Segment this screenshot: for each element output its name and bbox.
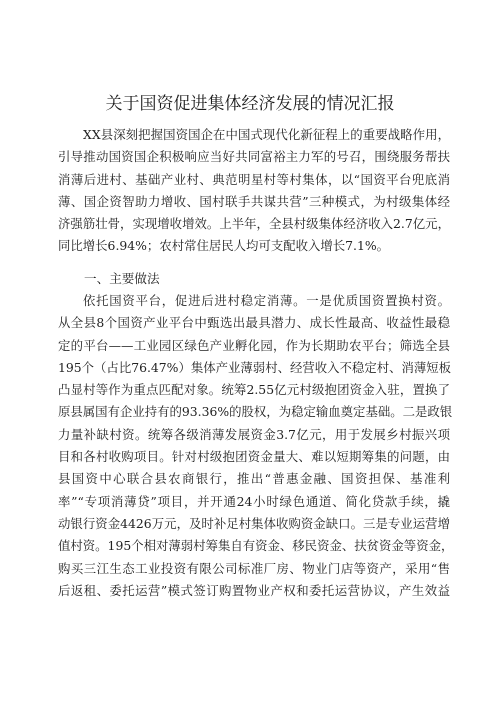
text-line: 济强筋壮骨，实现增收增效。上半年，全县村级集体经济收入2.7亿元， (58, 216, 450, 232)
text-line: 引导推动国资国企积极响应当好共同富裕主力军的号召，围绕服务帮扶 (58, 149, 450, 165)
text-line: 定的平台——工业园区绿色产业孵化园，作为长期助农平台；筛选全县 (58, 337, 450, 353)
section-heading: 一、主要做法 (84, 271, 160, 286)
section-paragraph (58, 290, 454, 602)
text-line: 率”“专项消薄贷”项目，并开通24小时绿色通道、简化贷款手续，撬 (58, 493, 450, 509)
text-line: 原县属国有企业持有的93.36%的股权，为稳定输血奠定基础。二是政银 (58, 404, 453, 420)
document-title: 关于国资促进集体经济发展的情况汇报 (105, 94, 395, 114)
text-line: 薄、国企资智助力增收、国村联手共谋共营”三种模式，为村级集体经 (58, 193, 450, 209)
text-line: 购买三江生态工业投资有限公司标准厂房、物业门店等资产，采用“售 (58, 560, 450, 576)
text-line: 195个（占比76.47%）集体产业薄弱村、经营收入不稳定村、消薄短板 (58, 359, 452, 375)
text-line: 值村资。195个相对薄弱村筹集自有资金、移民资金、扶贫资金等资金， (58, 538, 454, 554)
text-line: 县国资中心联合县农商银行，推出“普惠金融、国资担保、基准利 (58, 471, 450, 487)
text-line: 目和各村收购项目。针对村级抱团资金量大、难以短期筹集的问题，由 (58, 449, 450, 465)
text-line: 后返租、委托运营”模式签订购置物业产权和委托运营协议，产生效益 (58, 582, 450, 598)
text-line: 从全县8个国资产业平台中甄选出最具潜力、成长性最高、收益性最稳 (58, 315, 450, 331)
intro-paragraph (58, 124, 450, 258)
text-line: 动银行资金4426万元，及时补足村集体收购资金缺口。三是专业运营增 (58, 515, 450, 531)
text-line: 力量补缺村资。统筹各级消薄发展资金3.7亿元，用于发展乡村振兴项 (58, 426, 450, 442)
text-line: 消薄后进村、基础产业村、典范明星村等村集体，以“国资平台兜底消 (58, 171, 450, 187)
text-line: 依托国资平台，促进后进村稳定消薄。一是优质国资置换村资。 (83, 293, 450, 308)
text-line: 凸显村等作为重点匹配对象。统筹2.55亿元村级抱团资金入驻，置换了 (58, 382, 450, 398)
text-line: XX县深刻把握国资国企在中国式现代化新征程上的重要战略作用， (83, 127, 450, 142)
text-line: 同比增长6.94%；农村常住居民人均可支配收入增长7.1%。 (58, 238, 390, 254)
